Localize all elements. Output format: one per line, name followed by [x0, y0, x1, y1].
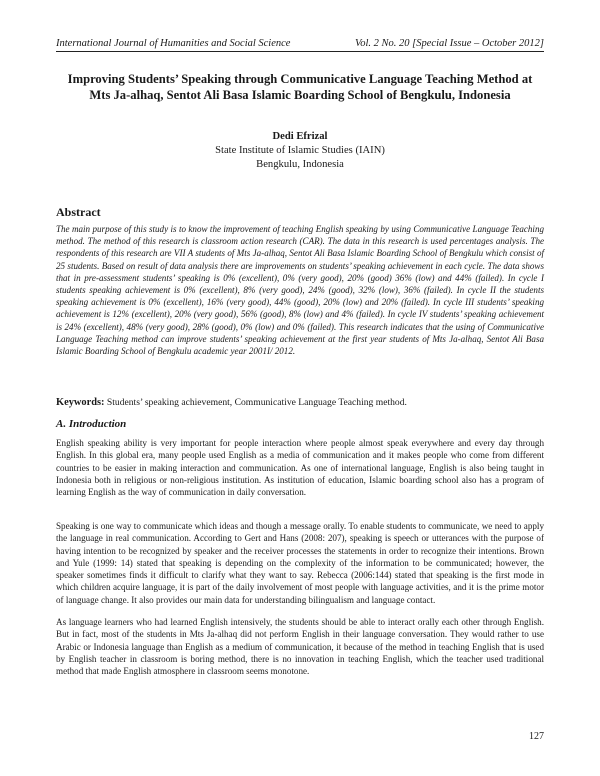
section-heading-introduction: A. Introduction	[56, 418, 127, 430]
title-line-1: Improving Students’ Speaking through Communicative Language Teaching Method at	[67, 72, 533, 86]
header-rule	[56, 51, 544, 52]
author-name: Dedi Efrizal	[272, 131, 328, 142]
abstract-text: The main purpose of this study is to know the improvement of teaching English speaking by using Communicative Language Teaching method. The method of this research is classroom action research (CAR). The data in this research is used percentages analysis. The respondents of this research are VII A students of Mts Ja-alhaq, Sentot Ali Basa Islamic Boarding School of Bengkulu which consist of 25 students. Based on result of data analysis there are improvements on students’ speaking achievement in each cycle. The data shows that in pre-assessment students’ speaking is 0% (excellent), 0% (very good), 20% (good) 36% (low) and 44% (failed). In cycle I students speaking achievement is 0% (excellent), 8% (very good), 24% (good), 32% (low), 36% (failed). In cycle II the students speaking achievement is 0% (excellent), 16% (very good), 44% (good), 20% (low) and 20% (failed). In cycle III students’ speaking achievement is 12% (excellent), 20% (very good), 56% (good), 8% (low) and 4% (failed). In cycle IV students’ speaking achievement is 24% (excellent), 48% (very good), 28% (good), 0% (low) and 0% (failed). This research indicates that the using of Communicative Language Teaching method can improve students’ speaking achievement at the first year students of Mts Ja-alhaq, Sentot Ali Basa Islamic Boarding School of Bengkulu academic year 2001I/ 2012.	[56, 224, 544, 357]
title-line-2: Mts Ja-alhaq, Sentot Ali Basa Islamic Boarding School of Bengkulu, Indonesia	[89, 88, 511, 102]
keywords	[56, 397, 544, 409]
page-number: 127	[529, 731, 544, 742]
author-block	[56, 130, 544, 172]
paper-title	[56, 71, 544, 103]
paragraph: As language learners who had learned English intensively, the students should be able to interact orally each other through English. But in fact, most of the students in Mts Ja-alhaq did not perform English in their language conversation. They would rather to use Arabic or Indonesia language than English as a medium of communication, it because of the method in teaching English that is used by English teacher in classroom is boring method, there is no innovation in teaching English, which the teacher used traditional method that made English atmosphere in classroom seems monotone.	[56, 617, 544, 676]
paragraph: Speaking is one way to communicate which ideas and though a message orally. To enable students to communicate, we need to apply the language in real communication. According to Gert and Hans (2008: 207), speaking is speech or utterances with the purpose of having intention to be recognized by speaker and the receiver processes the statements in order to recognize their intentions. Brown and Yule (1999: 14) stated that speaking is depending on the complexity of the information to be communicated; however, the speaker sometimes finds it difficult to clarify what they want to say. Rebecca (2006:144) stated that speaking is the first mode in which children acquire language, it is part of the daily involvement of most people with language activities, and it is the prime motor of language change. It also provides our main data for understanding bilingualism and language contact.	[56, 521, 544, 605]
keywords-label: Keywords:	[56, 397, 105, 408]
keywords-text: Students’ speaking achievement, Communicative Language Teaching method.	[106, 397, 407, 408]
paragraph: English speaking ability is very important for people interaction where people almost speak everywhere and every day through English. In this global era, many people used English as a media of communication and it makes people who come from different countries to be easier in making interaction and communication. As one of international language, English is also being taught in Indonesia both in religious or non-religious institution. As institution of education, Islamic boarding school also has a program of learning English as the way of communication in daily conversation.	[56, 438, 544, 497]
abstract-heading: Abstract	[56, 205, 101, 219]
author-affiliation: State Institute of Islamic Studies (IAIN)	[215, 145, 385, 156]
issue-info: Vol. 2 No. 20 [Special Issue – October 2012]	[355, 38, 544, 49]
author-location: Bengkulu, Indonesia	[256, 159, 344, 170]
journal-name: International Journal of Humanities and Social Science	[56, 38, 291, 49]
running-header	[56, 38, 544, 52]
